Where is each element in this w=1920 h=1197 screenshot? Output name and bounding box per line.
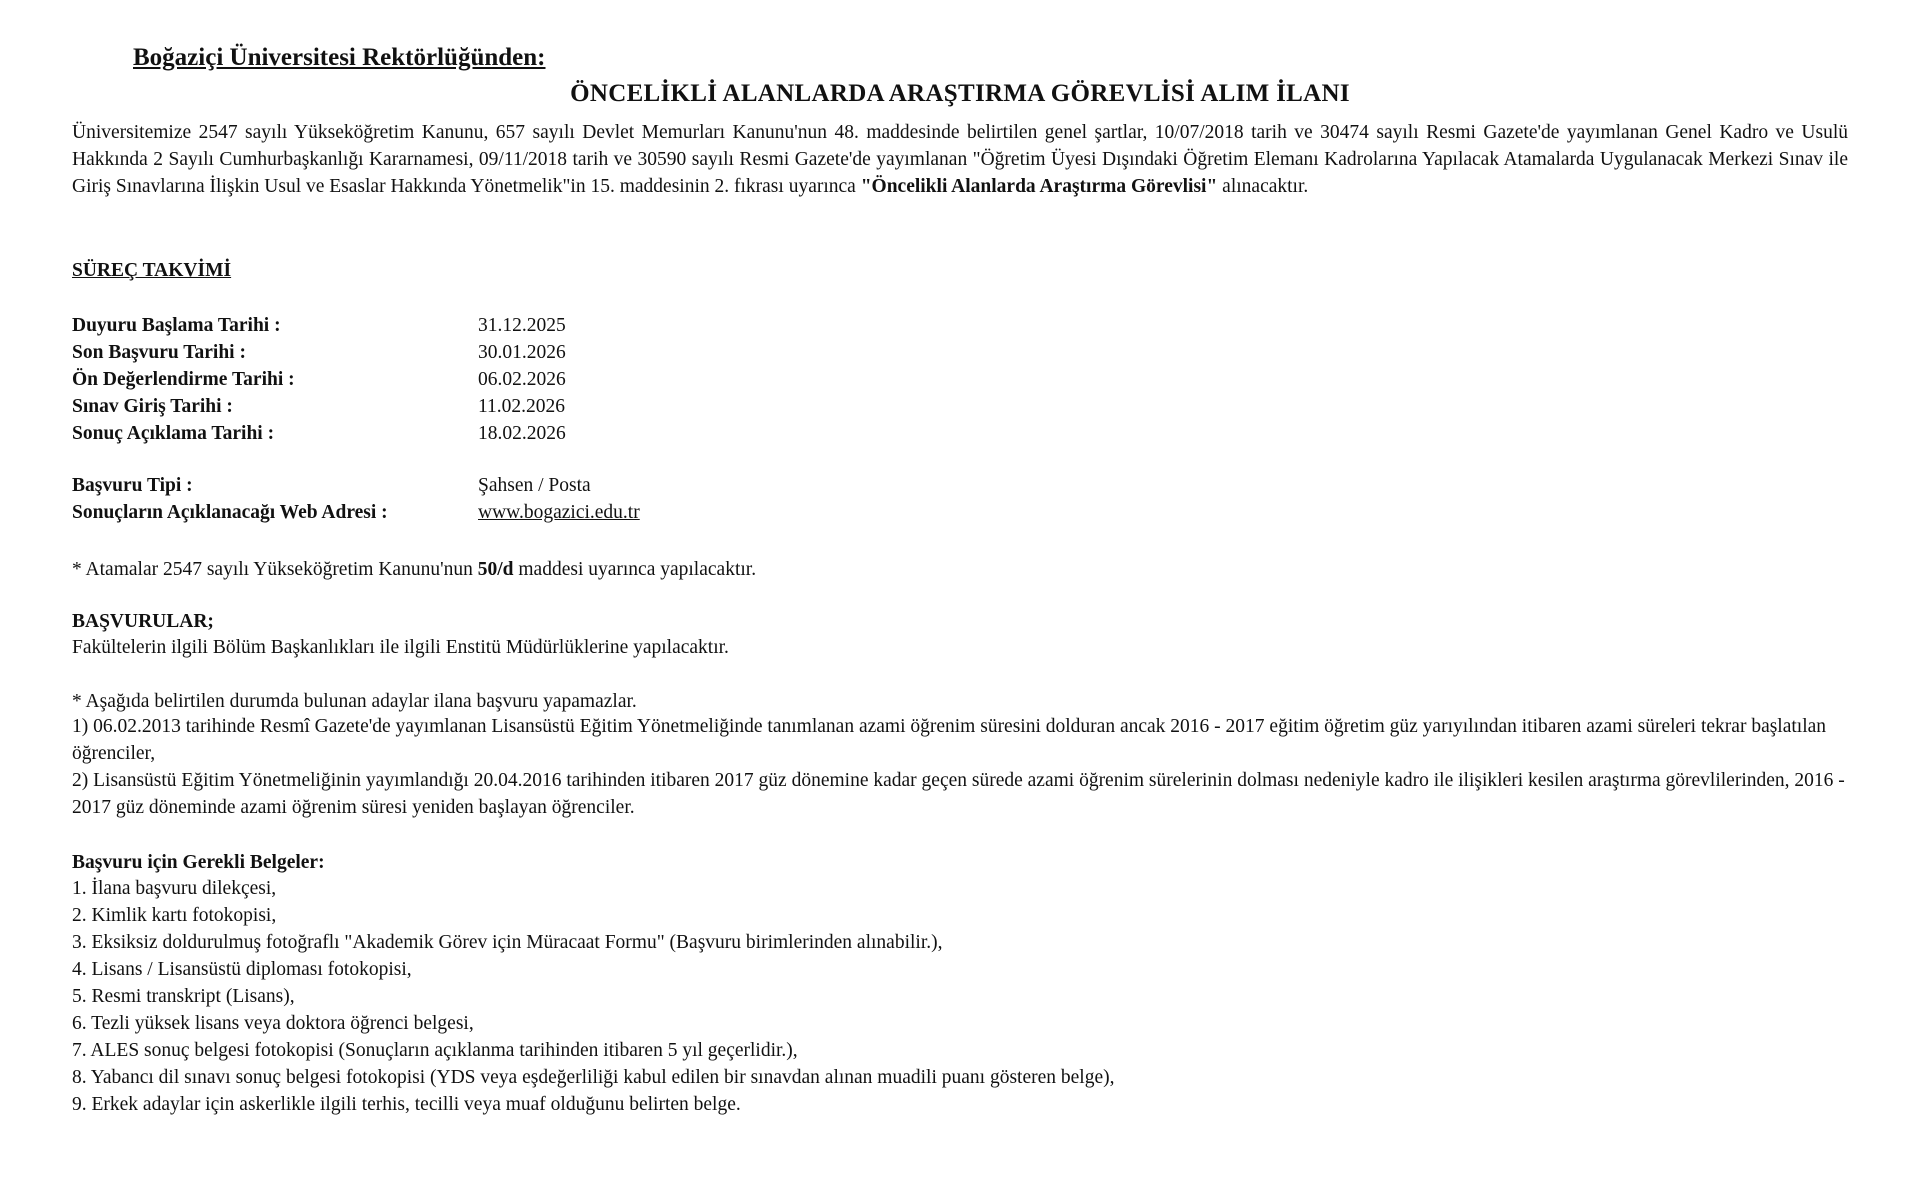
restriction-item-2: 2) Lisansüstü Eğitim Yönetmeliğinin yayımlandığı 20.04.2016 tarihinden itibaren 2017 güz dönemine kadar geçen sürede azami öğrenim sürelerinin dolması nedeniyle kadro ile ilişikleri kesilen araştırma görevlilerinden, 2016 - 2017 güz döneminde azami öğrenim süresi yeniden başlayan öğrenciler. <box>72 770 1845 818</box>
schedule-label: Sonuç Açıklama Tarihi : <box>72 423 275 444</box>
schedule-row <box>0 393 1920 420</box>
list-item: 4. Lisans / Lisansüstü diploması fotokopisi, <box>72 959 412 980</box>
note-text: * Atamalar 2547 sayılı Yükseköğretim Kanunu'nun <box>72 559 478 580</box>
schedule-label: Sınav Giriş Tarihi : <box>72 396 233 417</box>
schedule-row <box>0 366 1920 393</box>
schedule-label: Duyuru Başlama Tarihi : <box>72 315 281 336</box>
schedule-row <box>0 339 1920 366</box>
restrictions-intro: * Aşağıda belirtilen durumda bulunan adaylar ilana başvuru yapamazlar. <box>72 691 637 712</box>
website-label: Sonuçların Açıklanacağı Web Adresi : <box>72 502 388 523</box>
list-item: 2. Kimlik kartı fotokopisi, <box>72 905 277 926</box>
list-item: 9. Erkek adaylar için askerlikle ilgili terhis, tecilli veya muaf olduğunu belirten belge. <box>72 1094 741 1115</box>
schedule-label: Ön Değerlendirme Tarihi : <box>72 369 295 390</box>
list-item: 6. Tezli yüksek lisans veya doktora öğrenci belgesi, <box>72 1013 474 1034</box>
list-item: 1. İlana başvuru dilekçesi, <box>72 878 277 899</box>
schedule-row <box>0 312 1920 339</box>
schedule-value: 06.02.2026 <box>478 369 566 390</box>
schedule-value: 30.01.2026 <box>478 342 566 363</box>
announcement-title: ÖNCELİKLİ ALANLARDA ARAŞTIRMA GÖREVLİSİ ALIM İLANI <box>570 80 1350 107</box>
applications-text: Fakültelerin ilgili Bölüm Başkanlıkları ile ilgili Enstitü Müdürlüklerine yapılacaktır. <box>72 637 729 658</box>
documents-heading: Başvuru için Gerekli Belgeler: <box>72 852 325 873</box>
list-item: 8. Yabancı dil sınavı sonuç belgesi fotokopisi (YDS veya eşdeğerliliği kabul edilen bir sınavdan alınan muadili puanı gösteren belge), <box>72 1067 1115 1088</box>
list-item: 3. Eksiksiz doldurulmuş fotoğraflı "Akademik Görev için Müracaat Formu" (Başvuru birimlerinden alınabilir.), <box>72 932 943 953</box>
list-item: 7. ALES sonuç belgesi fotokopisi (Sonuçların açıklanma tarihinden itibaren 5 yıl geçerlidir.), <box>72 1040 798 1061</box>
intro-bold: "Öncelikli Alanlarda Araştırma Görevlisi" <box>860 176 1218 197</box>
schedule-label: Son Başvuru Tarihi : <box>72 342 246 363</box>
note-bold: 50/d <box>477 559 514 580</box>
schedule-heading: SÜREÇ TAKVİMİ <box>72 260 232 281</box>
documents-list <box>72 875 1115 1118</box>
intro-text: Üniversitemize 2547 sayılı Yükseköğretim Kanunu, 657 sayılı Devlet Memurları Kanunu'nun 48. maddesinde belirtilen genel şartlar, 10/07/2018 tarih ve 30474 sayılı Resmi Gazete'de yayımlanan Genel Kadro ve Usulü Hakkında 2 Sayılı Cumhurbaşkanlığı Kararnamesi, 09/11/2018 tarih ve 30590 sayılı Resmi Gazete'de yayımlanan "Öğretim Üyesi Dışındaki Öğretim Elemanı Kadrolarına Yapılacak Atamalarda Uygulanacak Merkezi Sınav ile Giriş Sınavlarına İlişkin Usul ve Esaslar Hakkında Yönetmelik"in 15. maddesinin 2. fıkrası uyarınca <box>72 122 1848 197</box>
restriction-item-1: 1) 06.02.2013 tarihinde Resmî Gazete'de yayımlanan Lisansüstü Eğitim Yönetmeliğinde tanımlanan azami öğrenim süresini dolduran ancak 2016 - 2017 eğitim öğretim güz yarıyılından itibaren azami süreleri tekrar başlatılan öğrenciler, <box>72 716 1827 764</box>
note-text-end: maddesi uyarınca yapılacaktır. <box>513 559 757 580</box>
appointment-note <box>72 556 756 583</box>
applications-heading: BAŞVURULAR; <box>72 611 214 632</box>
intro-tail: alınacaktır. <box>1217 176 1309 197</box>
schedule-value: 31.12.2025 <box>478 315 566 336</box>
application-type-row <box>0 472 1920 499</box>
website-row <box>0 499 1920 526</box>
application-type-label: Başvuru Tipi : <box>72 475 193 496</box>
application-type-value: Şahsen / Posta <box>478 475 591 496</box>
intro-paragraph <box>72 119 1848 200</box>
website-link[interactable]: www.bogazici.edu.tr <box>478 502 640 523</box>
schedule-value: 11.02.2026 <box>478 396 566 417</box>
schedule-row <box>0 420 1920 447</box>
institution-heading: Boğaziçi Üniversitesi Rektörlüğünden: <box>133 44 546 71</box>
list-item: 5. Resmi transkript (Lisans), <box>72 986 295 1007</box>
schedule-value: 18.02.2026 <box>478 423 566 444</box>
